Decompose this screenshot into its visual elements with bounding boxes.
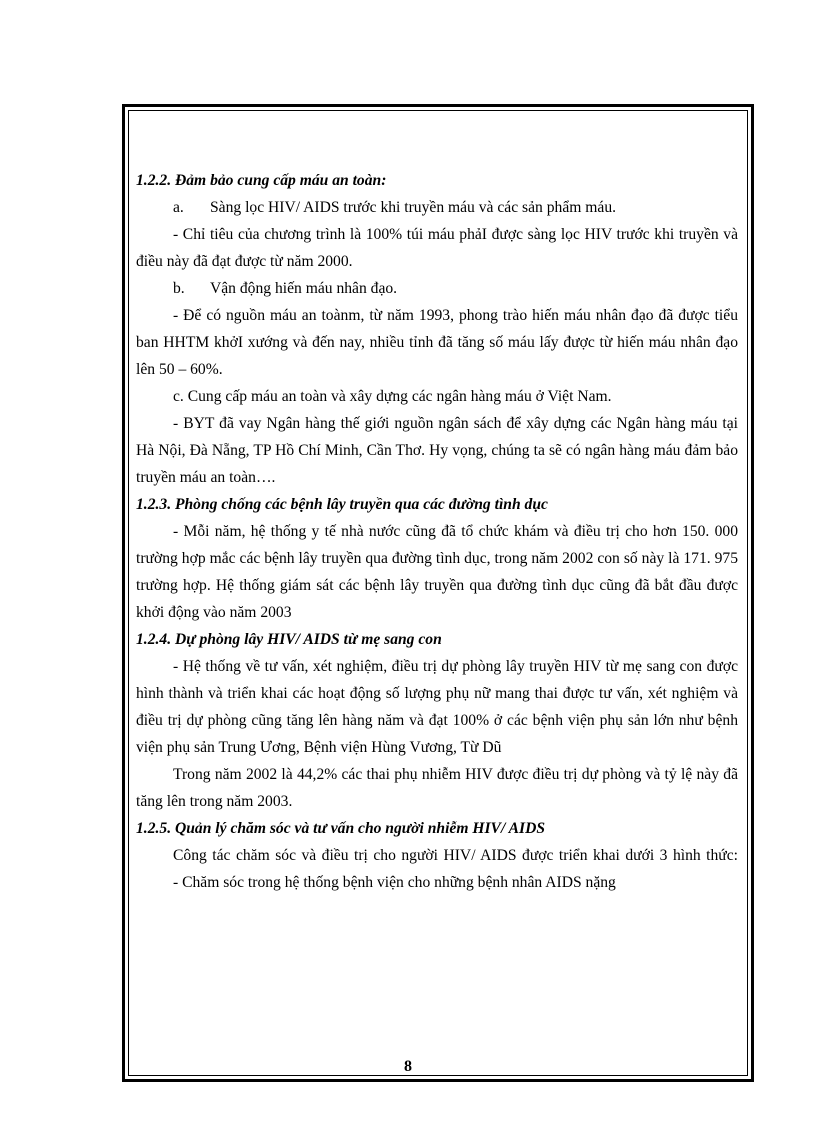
section-heading-1-2-5: 1.2.5. Quản lý chăm sóc và tư vấn cho người nhiễm HIV/ AIDS (136, 820, 546, 837)
list-item-a-text: Sàng lọc HIV/ AIDS trước khi truyền máu và các sản phẩm máu. (210, 199, 617, 216)
list-item-c: c. Cung cấp máu an toàn và xây dựng các ngân hàng máu ở Việt Nam. (173, 388, 612, 405)
document-body (136, 167, 738, 896)
list-item-b (136, 275, 738, 302)
paragraph: - Mỗi năm, hệ thống y tế nhà nước cũng đã tổ chức khám và điều trị cho hơn 150. 000 trường hợp mắc các bệnh lây truyền qua đường tình dục, trong năm 2002 con số này là 171. 975 trường hợp. Hệ thống giám sát các bệnh lây truyền qua đường tình dục cũng đã bắt đầu được khởi động vào năm 2003 (136, 523, 738, 621)
list-item-b-text: Vận động hiến máu nhân đạo. (210, 280, 398, 297)
paragraph: - Chỉ tiêu của chương trình là 100% túi máu phảI được sàng lọc HIV trước khi truyền và điều này đã đạt được từ năm 2000. (136, 226, 738, 270)
paragraph: - Hệ thống về tư vấn, xét nghiệm, điều trị dự phòng lây truyền HIV từ mẹ sang con được hình thành và triển khai các hoạt động số lượng phụ nữ mang thai được tư vấn, xét nghiệm và điều trị dự phòng cũng tăng lên hàng năm và đạt 100% ở các bệnh viện phụ sản lớn như bệnh viện phụ sản Trung Ương, Bệnh viện Hùng Vương, Từ Dũ (136, 658, 738, 756)
paragraph: Trong năm 2002 là 44,2% các thai phụ nhiễm HIV được điều trị dự phòng và tỷ lệ này đã tăng lên trong năm 2003. (136, 766, 738, 810)
paragraph: - Để có nguồn máu an toànm, từ năm 1993, phong trào hiến máu nhân đạo đã được tiểu ban HHTM khởI xướng và đến nay, nhiều tỉnh đã tăng số máu lấy được từ hiến máu nhân đạo lên 50 – 60%. (136, 307, 738, 378)
section-heading-1-2-3: 1.2.3. Phòng chống các bệnh lây truyền qua các đường tình dục (136, 496, 548, 513)
section-heading-1-2-4: 1.2.4. Dự phòng lây HIV/ AIDS từ mẹ sang con (136, 631, 442, 648)
section-heading-1-2-2: 1.2.2. Đảm bảo cung cấp máu an toàn: (136, 172, 387, 189)
paragraph: - Chăm sóc trong hệ thống bệnh viện cho những bệnh nhân AIDS nặng (173, 874, 616, 891)
list-item-b-label: b. (173, 280, 185, 297)
list-item-a (136, 194, 738, 221)
paragraph: Công tác chăm sóc và điều trị cho người HIV/ AIDS được triển khai dưới 3 hình thức: (173, 847, 738, 864)
paragraph: - BYT đã vay Ngân hàng thế giới nguồn ngân sách để xây dựng các Ngân hàng máu tại Hà Nội, Đà Nẵng, TP Hồ Chí Minh, Cần Thơ. Hy vọng, chúng ta sẽ có ngân hàng máu đảm bảo truyền máu an toàn…. (136, 415, 738, 486)
page-number: 8 (404, 1058, 412, 1075)
list-item-a-label: a. (173, 199, 184, 216)
